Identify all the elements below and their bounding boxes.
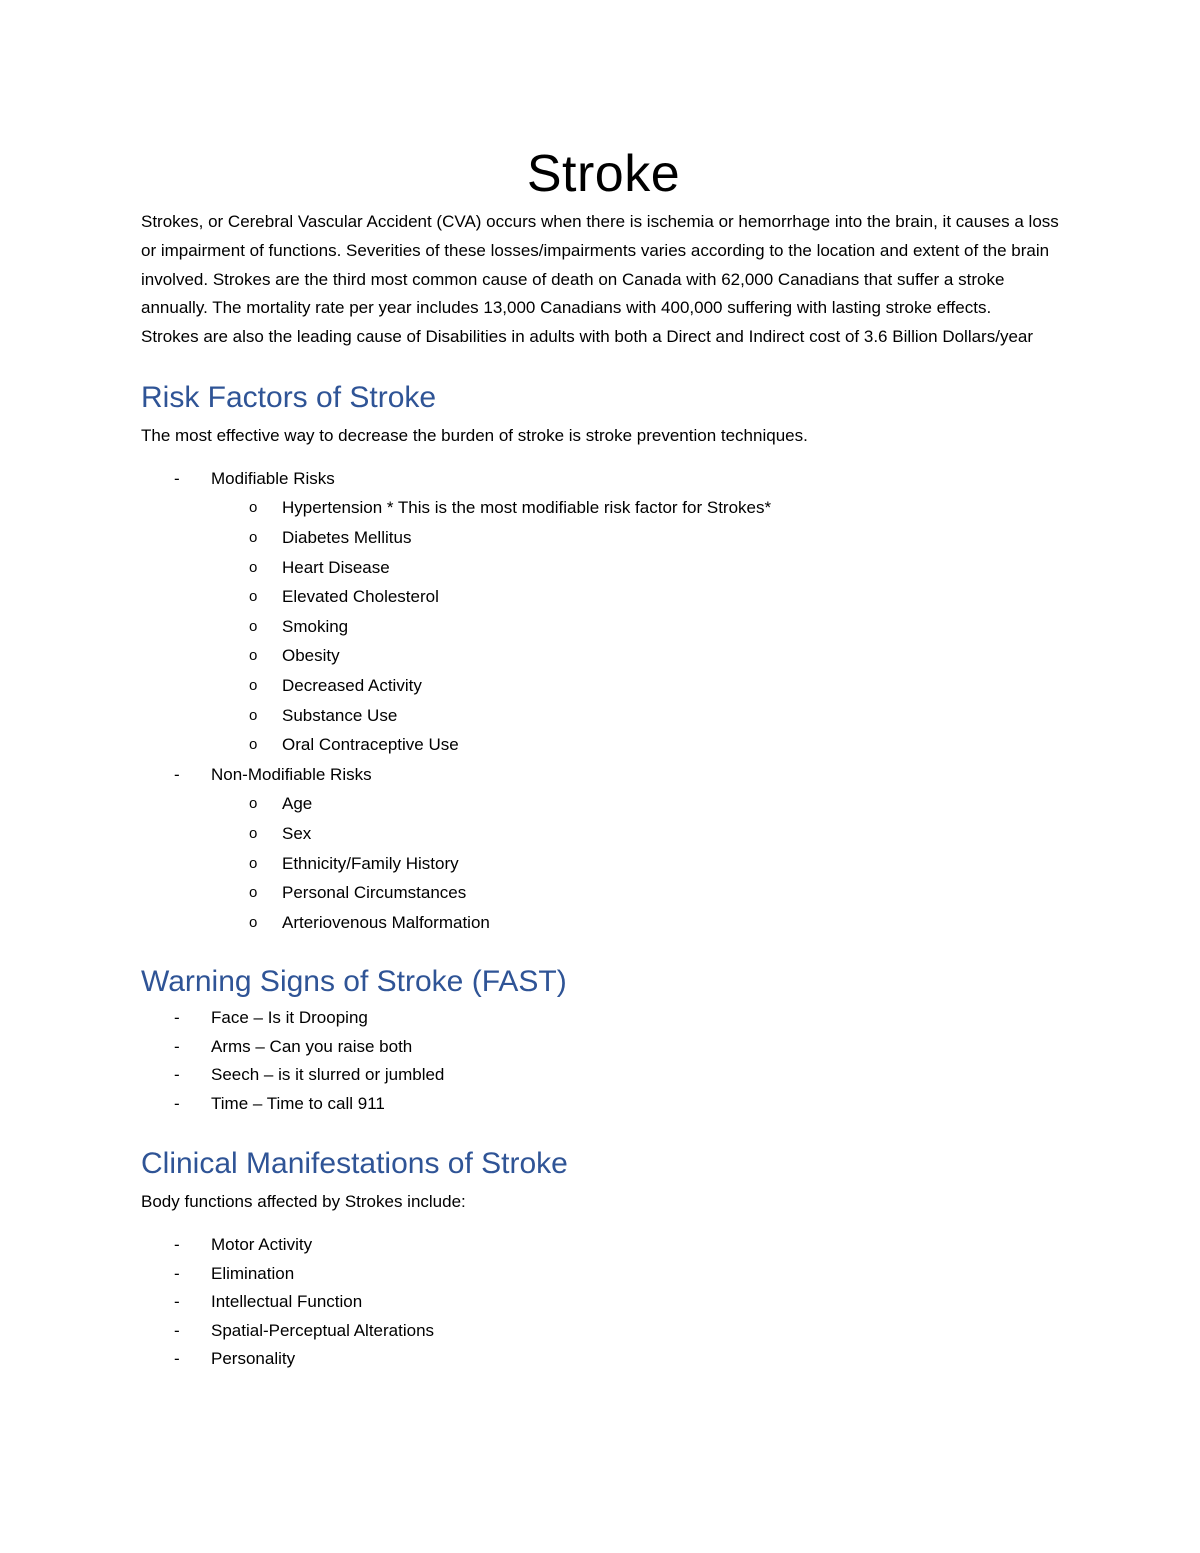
list-item-text: Ethnicity/Family History (282, 853, 459, 873)
list-item-text: Decreased Activity (282, 676, 422, 696)
clinical-manifestations-heading: Clinical Manifestations of Stroke (141, 1147, 568, 1181)
dash-bullet: - (174, 468, 180, 488)
list-item-text: Sex (282, 823, 312, 843)
list-item (141, 878, 1066, 908)
list-item-text: Face – Is it Drooping (211, 1008, 368, 1028)
warning-signs-heading: Warning Signs of Stroke (FAST) (141, 965, 567, 999)
list-item-text: Spatial-Perceptual Alterations (211, 1320, 435, 1340)
list-item (141, 612, 1066, 642)
list-item-text: Elevated Cholesterol (282, 587, 439, 607)
dash-bullet: - (174, 1093, 180, 1113)
list-item-text: Age (282, 794, 313, 814)
circle-bullet: o (249, 706, 258, 724)
circle-bullet: o (249, 884, 258, 902)
circle-bullet: o (249, 529, 258, 547)
circle-bullet: o (249, 854, 258, 872)
list-item (141, 819, 1066, 849)
dash-bullet: - (174, 1008, 180, 1028)
warning-signs-list (141, 1004, 1066, 1118)
circle-bullet: o (249, 647, 258, 665)
list-item-modifiable-risks (141, 464, 1066, 760)
list-item (141, 671, 1066, 701)
list-item-text: Hypertension * This is the most modifiable risk factor for Strokes* (282, 498, 772, 518)
list-item (141, 730, 1066, 760)
list-item-text: Smoking (282, 616, 349, 636)
list-item (141, 701, 1066, 731)
risk-factors-lead: The most effective way to decrease the burden of stroke is stroke prevention techniques. (141, 425, 808, 445)
list-item (141, 493, 1066, 523)
list-item-text: Obesity (282, 646, 340, 666)
list-item-label: Modifiable Risks (211, 468, 335, 488)
circle-bullet: o (249, 913, 258, 931)
list-item (141, 1317, 1066, 1346)
list-item (141, 1260, 1066, 1289)
dash-bullet: - (174, 1065, 180, 1085)
list-item (141, 1004, 1066, 1033)
dash-bullet: - (174, 1320, 180, 1340)
list-item-text: Time – Time to call 911 (211, 1093, 385, 1113)
list-item (141, 1061, 1066, 1090)
list-item (141, 908, 1066, 938)
circle-bullet: o (249, 736, 258, 754)
circle-bullet: o (249, 617, 258, 635)
list-item-text: Motor Activity (211, 1235, 313, 1255)
list-item-text: Personal Circumstances (282, 883, 467, 903)
list-item-text: Intellectual Function (211, 1292, 363, 1312)
document-page (141, 140, 1066, 1374)
dash-bullet: - (174, 1292, 180, 1312)
list-item (141, 523, 1066, 553)
list-item-text: Elimination (211, 1263, 295, 1283)
list-item-text: Diabetes Mellitus (282, 528, 412, 548)
dash-bullet: - (174, 1036, 180, 1056)
list-item-label: Non-Modifiable Risks (211, 764, 372, 784)
list-item-text: Heart Disease (282, 557, 390, 577)
list-item (141, 1090, 1066, 1119)
risk-groups-list (141, 464, 1066, 937)
list-item (141, 1345, 1066, 1374)
list-item (141, 1288, 1066, 1317)
list-item-text: Personality (211, 1349, 296, 1369)
clinical-manifestations-list (141, 1231, 1066, 1374)
circle-bullet: o (249, 824, 258, 842)
list-item (141, 641, 1066, 671)
list-item-text: Arms – Can you raise both (211, 1036, 413, 1056)
list-item (141, 1033, 1066, 1062)
clinical-manifestations-lead: Body functions affected by Strokes include: (141, 1192, 466, 1212)
circle-bullet: o (249, 499, 258, 517)
list-item-non-modifiable-risks (141, 760, 1066, 937)
dash-bullet: - (174, 1235, 180, 1255)
document-title: Stroke (526, 145, 681, 203)
dash-bullet: - (174, 1263, 180, 1283)
intro-paragraph: Strokes, or Cerebral Vascular Accident (CVA) occurs when there is ischemia or hemorrhage into the brain, it causes a loss or impairment of functions. Severities of these losses/impairments varies according to the location and extent of the brain involved. Strokes are the third most common cause of death on Canada with 62,000 Canadians that suffer a stroke annually. The mortality rate per year includes 13,000 Canadians with 400,000 suffering with lasting stroke effects. (141, 212, 1059, 318)
intro-paragraph: Strokes are also the leading cause of Disabilities in adults with both a Direct and Indirect cost of 3.6 Billion Dollars/year (141, 327, 1034, 347)
intro-text (141, 208, 1066, 352)
dash-bullet: - (174, 1349, 180, 1369)
circle-bullet: o (249, 588, 258, 606)
circle-bullet: o (249, 558, 258, 576)
list-item (141, 1231, 1066, 1260)
list-item (141, 582, 1066, 612)
list-item-text: Arteriovenous Malformation (282, 912, 490, 932)
list-item (141, 789, 1066, 819)
dash-bullet: - (174, 764, 180, 784)
modifiable-risks-list (211, 493, 1066, 759)
list-item-text: Substance Use (282, 705, 398, 725)
list-item-text: Oral Contraceptive Use (282, 735, 459, 755)
list-item (141, 849, 1066, 879)
non-modifiable-risks-list (211, 789, 1066, 937)
list-item (141, 553, 1066, 583)
risk-factors-heading: Risk Factors of Stroke (141, 380, 437, 414)
circle-bullet: o (249, 795, 258, 813)
list-item-text: Seech – is it slurred or jumbled (211, 1065, 445, 1085)
circle-bullet: o (249, 677, 258, 695)
